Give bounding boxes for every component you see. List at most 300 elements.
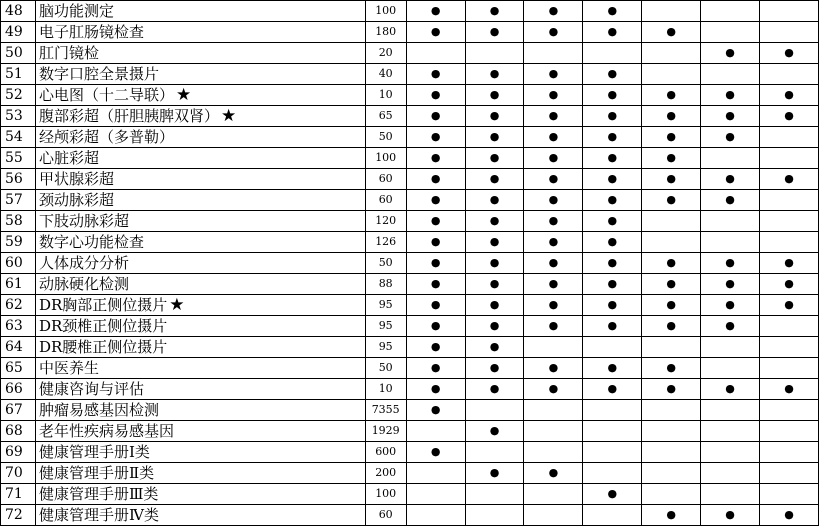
- package-4-cell: [583, 106, 642, 127]
- included-dot-icon: ●: [548, 109, 559, 122]
- included-dot-icon: ●: [725, 382, 735, 395]
- star-icon: ★: [169, 295, 185, 315]
- item-name-cell: [35, 148, 365, 169]
- table-row: [1, 127, 819, 148]
- item-name: 人体成分分析: [38, 254, 129, 272]
- package-6-cell: [701, 190, 760, 211]
- package-7-cell: [760, 43, 819, 64]
- package-4-cell: [583, 64, 642, 85]
- table-row: [1, 85, 819, 106]
- package-7-cell: [760, 316, 819, 337]
- item-name: 健康管理手册Ⅰ类: [38, 443, 150, 461]
- package-3-cell: [524, 43, 583, 64]
- item-price: 65: [365, 106, 406, 127]
- package-1-cell: [406, 400, 465, 421]
- package-7-cell: [760, 505, 819, 526]
- package-3-cell: [524, 148, 583, 169]
- package-2-cell: [465, 148, 524, 169]
- item-number: 50: [1, 43, 36, 64]
- package-4-cell: [583, 484, 642, 505]
- package-5-cell: [642, 337, 701, 358]
- package-1-cell: [406, 316, 465, 337]
- package-6-cell: [701, 274, 760, 295]
- package-1-cell: [406, 337, 465, 358]
- included-dot-icon: ●: [607, 214, 618, 227]
- exam-items-table-body: [1, 1, 819, 526]
- table-row: [1, 232, 819, 253]
- included-dot-icon: ●: [725, 256, 735, 269]
- package-6-cell: [701, 400, 760, 421]
- item-name-cell: [35, 421, 365, 442]
- item-number: 49: [1, 22, 36, 43]
- package-1-cell: [406, 106, 465, 127]
- included-dot-icon: ●: [489, 277, 500, 290]
- included-dot-icon: ●: [489, 67, 500, 80]
- package-1-cell: [406, 190, 465, 211]
- package-3-cell: [524, 22, 583, 43]
- item-name: 老年性疾病易感基因: [38, 422, 174, 440]
- item-name-cell: [35, 274, 365, 295]
- included-dot-icon: ●: [430, 25, 441, 38]
- package-2-cell: [465, 484, 524, 505]
- item-number: 69: [1, 442, 36, 463]
- package-5-cell: [642, 484, 701, 505]
- item-number: 56: [1, 169, 36, 190]
- item-name-cell: [35, 337, 365, 358]
- item-number: 70: [1, 463, 36, 484]
- package-5-cell: [642, 379, 701, 400]
- package-1-cell: [406, 1, 465, 22]
- package-4-cell: [583, 190, 642, 211]
- included-dot-icon: ●: [489, 151, 500, 164]
- package-4-cell: [583, 379, 642, 400]
- included-dot-icon: ●: [607, 235, 618, 248]
- package-2-cell: [465, 505, 524, 526]
- item-name-cell: [35, 106, 365, 127]
- table-row: [1, 295, 819, 316]
- included-dot-icon: ●: [548, 466, 559, 479]
- package-1-cell: [406, 379, 465, 400]
- package-2-cell: [465, 22, 524, 43]
- item-number: 54: [1, 127, 36, 148]
- item-number: 52: [1, 85, 36, 106]
- included-dot-icon: ●: [489, 382, 500, 395]
- item-name: 电子肛肠镜检查: [38, 23, 144, 41]
- package-6-cell: [701, 1, 760, 22]
- item-price: 60: [365, 169, 406, 190]
- package-5-cell: [642, 169, 701, 190]
- table-row: [1, 1, 819, 22]
- package-5-cell: [642, 505, 701, 526]
- included-dot-icon: ●: [666, 88, 676, 101]
- item-number: 62: [1, 295, 36, 316]
- included-dot-icon: ●: [548, 361, 559, 374]
- included-dot-icon: ●: [548, 235, 559, 248]
- item-name-cell: [35, 358, 365, 379]
- item-number: 57: [1, 190, 36, 211]
- package-4-cell: [583, 358, 642, 379]
- included-dot-icon: ●: [489, 193, 500, 206]
- table-row: [1, 316, 819, 337]
- package-6-cell: [701, 337, 760, 358]
- item-name: 下肢动脉彩超: [38, 212, 129, 230]
- package-3-cell: [524, 85, 583, 106]
- item-name: DR腰椎正侧位摄片: [38, 338, 168, 356]
- item-price: 40: [365, 64, 406, 85]
- package-7-cell: [760, 211, 819, 232]
- package-1-cell: [406, 463, 465, 484]
- item-name: 中医养生: [38, 359, 99, 377]
- package-3-cell: [524, 295, 583, 316]
- table-row: [1, 442, 819, 463]
- included-dot-icon: ●: [784, 256, 794, 269]
- item-name-cell: [35, 316, 365, 337]
- package-6-cell: [701, 484, 760, 505]
- table-row: [1, 421, 819, 442]
- package-7-cell: [760, 106, 819, 127]
- item-name: 健康咨询与评估: [38, 380, 144, 398]
- package-3-cell: [524, 169, 583, 190]
- item-name: 数字心功能检查: [38, 233, 144, 251]
- package-3-cell: [524, 127, 583, 148]
- item-number: 55: [1, 148, 36, 169]
- included-dot-icon: ●: [607, 130, 618, 143]
- included-dot-icon: ●: [548, 4, 559, 17]
- package-6-cell: [701, 253, 760, 274]
- table-row: [1, 505, 819, 526]
- included-dot-icon: ●: [607, 67, 618, 80]
- item-name: 甲状腺彩超: [38, 170, 114, 188]
- package-4-cell: [583, 400, 642, 421]
- included-dot-icon: ●: [489, 340, 500, 353]
- item-name: 健康管理手册Ⅳ类: [38, 506, 159, 524]
- package-6-cell: [701, 505, 760, 526]
- included-dot-icon: ●: [430, 193, 441, 206]
- included-dot-icon: ●: [489, 4, 500, 17]
- package-2-cell: [465, 127, 524, 148]
- item-price: 95: [365, 316, 406, 337]
- item-name-cell: [35, 43, 365, 64]
- included-dot-icon: ●: [666, 298, 676, 311]
- package-5-cell: [642, 127, 701, 148]
- package-3-cell: [524, 253, 583, 274]
- package-4-cell: [583, 337, 642, 358]
- package-6-cell: [701, 463, 760, 484]
- package-3-cell: [524, 316, 583, 337]
- package-1-cell: [406, 85, 465, 106]
- package-2-cell: [465, 274, 524, 295]
- package-2-cell: [465, 1, 524, 22]
- included-dot-icon: ●: [548, 382, 559, 395]
- package-3-cell: [524, 274, 583, 295]
- included-dot-icon: ●: [725, 88, 735, 101]
- included-dot-icon: ●: [548, 25, 559, 38]
- included-dot-icon: ●: [548, 151, 559, 164]
- item-name: 心脏彩超: [38, 149, 99, 167]
- package-2-cell: [465, 421, 524, 442]
- item-price: 126: [365, 232, 406, 253]
- included-dot-icon: ●: [607, 487, 618, 500]
- package-3-cell: [524, 442, 583, 463]
- item-name: 经颅彩超（多普勒）: [38, 128, 174, 146]
- included-dot-icon: ●: [489, 130, 500, 143]
- included-dot-icon: ●: [725, 130, 735, 143]
- item-number: 51: [1, 64, 36, 85]
- package-5-cell: [642, 85, 701, 106]
- package-6-cell: [701, 421, 760, 442]
- package-2-cell: [465, 253, 524, 274]
- package-4-cell: [583, 253, 642, 274]
- package-5-cell: [642, 43, 701, 64]
- package-5-cell: [642, 22, 701, 43]
- package-1-cell: [406, 274, 465, 295]
- package-5-cell: [642, 463, 701, 484]
- package-1-cell: [406, 484, 465, 505]
- package-6-cell: [701, 85, 760, 106]
- package-7-cell: [760, 169, 819, 190]
- item-price: 10: [365, 379, 406, 400]
- table-row: [1, 190, 819, 211]
- package-2-cell: [465, 169, 524, 190]
- package-7-cell: [760, 295, 819, 316]
- included-dot-icon: ●: [430, 67, 441, 80]
- table-row: [1, 106, 819, 127]
- package-7-cell: [760, 379, 819, 400]
- table-row: [1, 274, 819, 295]
- package-7-cell: [760, 190, 819, 211]
- package-6-cell: [701, 442, 760, 463]
- included-dot-icon: ●: [666, 25, 676, 38]
- package-5-cell: [642, 316, 701, 337]
- item-name: 颈动脉彩超: [38, 191, 114, 209]
- package-7-cell: [760, 64, 819, 85]
- package-6-cell: [701, 169, 760, 190]
- included-dot-icon: ●: [430, 340, 441, 353]
- item-price: 1929: [365, 421, 406, 442]
- package-4-cell: [583, 169, 642, 190]
- item-name-cell: [35, 190, 365, 211]
- package-2-cell: [465, 463, 524, 484]
- included-dot-icon: ●: [666, 361, 676, 374]
- included-dot-icon: ●: [666, 256, 676, 269]
- package-2-cell: [465, 43, 524, 64]
- package-1-cell: [406, 64, 465, 85]
- included-dot-icon: ●: [725, 193, 735, 206]
- table-row: [1, 358, 819, 379]
- package-6-cell: [701, 148, 760, 169]
- item-price: 120: [365, 211, 406, 232]
- package-2-cell: [465, 337, 524, 358]
- item-price: 200: [365, 463, 406, 484]
- included-dot-icon: ●: [430, 4, 441, 17]
- package-1-cell: [406, 295, 465, 316]
- included-dot-icon: ●: [548, 298, 559, 311]
- included-dot-icon: ●: [725, 508, 735, 521]
- item-name: 脑功能测定: [38, 2, 114, 20]
- package-6-cell: [701, 127, 760, 148]
- table-row: [1, 169, 819, 190]
- package-7-cell: [760, 253, 819, 274]
- package-7-cell: [760, 421, 819, 442]
- package-6-cell: [701, 232, 760, 253]
- star-icon: ★: [175, 85, 192, 105]
- included-dot-icon: ●: [725, 277, 735, 290]
- item-price: 50: [365, 127, 406, 148]
- included-dot-icon: ●: [607, 319, 618, 332]
- package-1-cell: [406, 169, 465, 190]
- table-row: [1, 253, 819, 274]
- item-price: 20: [365, 43, 406, 64]
- package-7-cell: [760, 22, 819, 43]
- item-name-cell: [35, 127, 365, 148]
- included-dot-icon: ●: [548, 67, 559, 80]
- included-dot-icon: ●: [666, 319, 676, 332]
- item-name-cell: [35, 442, 365, 463]
- package-5-cell: [642, 1, 701, 22]
- package-5-cell: [642, 190, 701, 211]
- included-dot-icon: ●: [784, 508, 794, 521]
- item-price: 50: [365, 253, 406, 274]
- item-name: 健康管理手册Ⅱ类: [38, 464, 155, 482]
- item-name: DR胸部正侧位摄片: [38, 296, 168, 314]
- item-name-cell: [35, 85, 365, 106]
- package-5-cell: [642, 106, 701, 127]
- package-2-cell: [465, 211, 524, 232]
- included-dot-icon: ●: [430, 88, 441, 101]
- included-dot-icon: ●: [607, 256, 618, 269]
- package-2-cell: [465, 85, 524, 106]
- included-dot-icon: ●: [607, 382, 618, 395]
- package-4-cell: [583, 463, 642, 484]
- package-1-cell: [406, 148, 465, 169]
- package-4-cell: [583, 274, 642, 295]
- table-row: [1, 148, 819, 169]
- table-row: [1, 211, 819, 232]
- package-4-cell: [583, 43, 642, 64]
- package-6-cell: [701, 295, 760, 316]
- item-name-cell: [35, 22, 365, 43]
- package-6-cell: [701, 358, 760, 379]
- table-row: [1, 22, 819, 43]
- included-dot-icon: ●: [666, 151, 676, 164]
- package-2-cell: [465, 64, 524, 85]
- package-2-cell: [465, 400, 524, 421]
- item-name-cell: [35, 400, 365, 421]
- included-dot-icon: ●: [607, 172, 618, 185]
- included-dot-icon: ●: [666, 277, 676, 290]
- table-row: [1, 463, 819, 484]
- item-price: 600: [365, 442, 406, 463]
- package-7-cell: [760, 400, 819, 421]
- included-dot-icon: ●: [489, 214, 500, 227]
- package-3-cell: [524, 421, 583, 442]
- package-7-cell: [760, 337, 819, 358]
- package-4-cell: [583, 505, 642, 526]
- item-name-cell: [35, 379, 365, 400]
- package-4-cell: [583, 1, 642, 22]
- item-name: 心电图（十二导联）: [38, 86, 174, 104]
- item-price: 100: [365, 484, 406, 505]
- package-7-cell: [760, 463, 819, 484]
- item-number: 61: [1, 274, 36, 295]
- item-name-cell: [35, 232, 365, 253]
- package-1-cell: [406, 211, 465, 232]
- package-2-cell: [465, 106, 524, 127]
- included-dot-icon: ●: [548, 172, 559, 185]
- item-number: 58: [1, 211, 36, 232]
- included-dot-icon: ●: [607, 88, 618, 101]
- package-7-cell: [760, 85, 819, 106]
- package-3-cell: [524, 358, 583, 379]
- item-price: 100: [365, 1, 406, 22]
- package-4-cell: [583, 211, 642, 232]
- included-dot-icon: ●: [784, 277, 794, 290]
- included-dot-icon: ●: [430, 172, 441, 185]
- included-dot-icon: ●: [430, 256, 441, 269]
- included-dot-icon: ●: [489, 25, 500, 38]
- package-1-cell: [406, 442, 465, 463]
- package-3-cell: [524, 64, 583, 85]
- item-price: 10: [365, 85, 406, 106]
- item-name-cell: [35, 169, 365, 190]
- item-price: 50: [365, 358, 406, 379]
- item-name: 肛门镜检: [38, 44, 99, 62]
- included-dot-icon: ●: [666, 382, 676, 395]
- included-dot-icon: ●: [725, 109, 735, 122]
- package-3-cell: [524, 379, 583, 400]
- included-dot-icon: ●: [430, 214, 441, 227]
- included-dot-icon: ●: [666, 109, 676, 122]
- package-3-cell: [524, 463, 583, 484]
- item-name-cell: [35, 64, 365, 85]
- table-row: [1, 337, 819, 358]
- included-dot-icon: ●: [489, 319, 500, 332]
- package-5-cell: [642, 253, 701, 274]
- included-dot-icon: ●: [548, 88, 559, 101]
- package-3-cell: [524, 232, 583, 253]
- included-dot-icon: ●: [489, 172, 500, 185]
- included-dot-icon: ●: [725, 298, 735, 311]
- item-price: 180: [365, 22, 406, 43]
- included-dot-icon: ●: [430, 361, 441, 374]
- item-name-cell: [35, 211, 365, 232]
- package-1-cell: [406, 358, 465, 379]
- item-number: 68: [1, 421, 36, 442]
- included-dot-icon: ●: [489, 298, 500, 311]
- package-2-cell: [465, 316, 524, 337]
- table-row: [1, 43, 819, 64]
- package-2-cell: [465, 358, 524, 379]
- included-dot-icon: ●: [784, 382, 794, 395]
- included-dot-icon: ●: [430, 235, 441, 248]
- included-dot-icon: ●: [548, 214, 559, 227]
- package-2-cell: [465, 442, 524, 463]
- package-3-cell: [524, 337, 583, 358]
- package-2-cell: [465, 190, 524, 211]
- item-name: 健康管理手册Ⅲ类: [38, 485, 159, 503]
- included-dot-icon: ●: [430, 151, 441, 164]
- included-dot-icon: ●: [725, 46, 735, 59]
- package-1-cell: [406, 22, 465, 43]
- included-dot-icon: ●: [784, 88, 794, 101]
- package-2-cell: [465, 379, 524, 400]
- package-7-cell: [760, 442, 819, 463]
- item-name-cell: [35, 295, 365, 316]
- item-name-cell: [35, 484, 365, 505]
- package-5-cell: [642, 232, 701, 253]
- package-1-cell: [406, 421, 465, 442]
- package-3-cell: [524, 505, 583, 526]
